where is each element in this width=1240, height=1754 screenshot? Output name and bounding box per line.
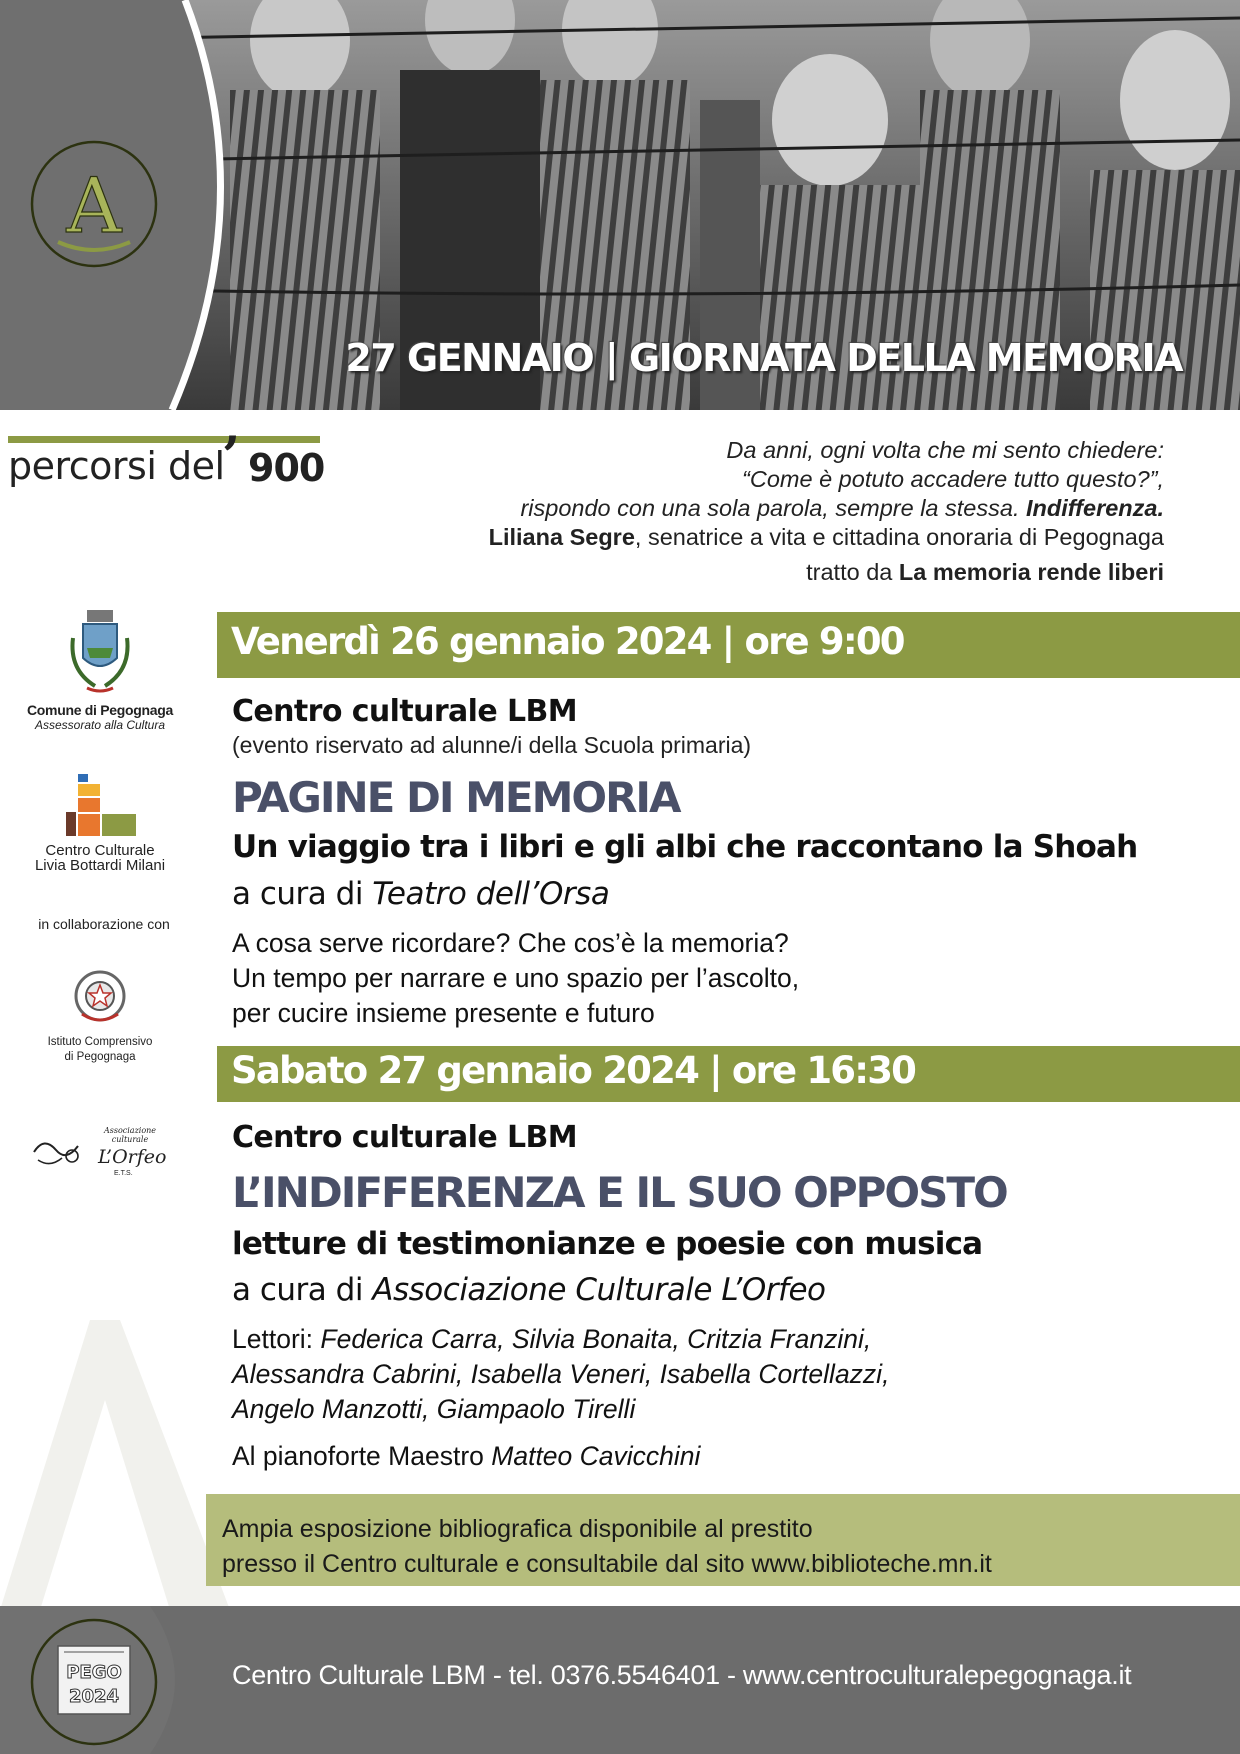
- comune-name: Comune di Pegognaga: [27, 702, 173, 718]
- event2-readers-line: Alessandra Cabrini, Isabella Veneri, Isabella Cortellazzi,: [232, 1359, 890, 1389]
- event2-readers-line: Lettori: Federica Carra, Silvia Bonaita, Critzia Franzini,: [232, 1324, 872, 1354]
- event2-readers: [232, 1322, 889, 1427]
- orfeo-ets: E.T.S.: [114, 1170, 133, 1177]
- orfeo-logo: [32, 1126, 178, 1182]
- istituto-line-2: di Pegognaga: [64, 1051, 136, 1063]
- event1-subtitle: Un viaggio tra i libri e gli albi che raccontano la Shoah: [232, 829, 1138, 865]
- quote-line-1: Da anni, ogni volta che mi sento chiedere:: [726, 437, 1164, 463]
- event2-venue: Centro culturale LBM: [232, 1120, 577, 1155]
- pego-badge-line-2: 2024: [68, 1686, 120, 1707]
- centro-culturale-logo: [20, 774, 180, 873]
- centro-line-1: Centro Culturale: [45, 842, 155, 859]
- series-logo-year: 900: [248, 446, 325, 490]
- event1-date: Venerdì 26 gennaio 2024 | ore 9:00: [231, 620, 904, 663]
- event1-description-line: per cucire insieme presente e futuro: [232, 998, 655, 1028]
- series-logo-bar: [8, 436, 320, 443]
- orfeo-line-2: culturale: [111, 1135, 149, 1144]
- pego-badge-line-1: PEGO: [66, 1662, 122, 1683]
- comune-logo: [20, 608, 180, 733]
- exhibition-line-2: presso il Centro culturale e consultabile dal sito www.biblioteche.mn.it: [222, 1550, 992, 1578]
- event1-date-band: [217, 612, 1240, 678]
- event1-description: [232, 926, 799, 1031]
- event1-description-line: A cosa serve ricordare? Che cos’è la memoria?: [232, 928, 789, 958]
- centro-blocks-icon: [60, 774, 140, 838]
- event2-title: L’INDIFFERENZA E IL SUO OPPOSTO: [232, 1168, 1007, 1217]
- footer-contact: Centro Culturale LBM - tel. 0376.5546401 - www.centroculturalepegognaga.it: [232, 1660, 1132, 1690]
- quote-source: tratto da La memoria rende liberi: [806, 559, 1164, 585]
- event2-date-band: [217, 1046, 1240, 1102]
- quote-block: [404, 436, 1164, 587]
- event2-curator: a cura di Associazione Culturale L’Orfeo: [232, 1272, 826, 1308]
- quote-line-3: rispondo con una sola parola, sempre la stessa. Indifferenza.: [520, 495, 1164, 521]
- exhibition-banner: [206, 1494, 1240, 1586]
- event1-title: PAGINE DI MEMORIA: [232, 773, 680, 822]
- event1-venue: Centro culturale LBM: [232, 694, 577, 729]
- orfeo-ornament-icon: [32, 1132, 82, 1172]
- hero-photo-banner: [0, 0, 1240, 410]
- coat-of-arms-icon: [65, 608, 135, 698]
- orfeo-name: L’Orfeo: [98, 1146, 167, 1168]
- italian-emblem-icon: [68, 966, 132, 1030]
- watermark-a-icon: [0, 1310, 230, 1610]
- page-title: 27 GENNAIO | GIORNATA DELLA MEMORIA: [345, 336, 1182, 380]
- event1-note: (evento riservato ad alunne/i della Scuola primaria): [232, 732, 752, 758]
- exhibition-text: [222, 1512, 992, 1582]
- event1-curator: a cura di Teatro dell’Orsa: [232, 876, 610, 912]
- quote-line-2: “Come è potuto accadere tutto questo?”,: [742, 466, 1164, 492]
- svg-text:A: A: [66, 161, 122, 250]
- istituto-logo: [20, 966, 180, 1065]
- event2-pianist: Al pianoforte Maestro Matteo Cavicchini: [232, 1441, 701, 1471]
- event2-readers-line: Angelo Manzotti, Giampaolo Tirelli: [232, 1394, 636, 1424]
- series-logo: [8, 426, 328, 500]
- series-logo-text: percorsi del: [8, 444, 225, 488]
- collaboration-label: in collaborazione con: [38, 916, 170, 932]
- footer-logo: [0, 1606, 200, 1754]
- centro-line-2: Livia Bottardi Milani: [34, 857, 166, 874]
- event2-date: Sabato 27 gennaio 2024 | ore 16:30: [231, 1049, 916, 1092]
- event1-description-line: Un tempo per narrare e uno spazio per l’ascolto,: [232, 963, 800, 993]
- istituto-line-1: Istituto Comprensivo: [47, 1036, 153, 1048]
- comune-dept: Assessorato alla Cultura: [34, 718, 166, 732]
- quote-author: Liliana Segre, senatrice a vita e cittadina onoraria di Pegognaga: [488, 524, 1164, 550]
- orfeo-line-1: Associazione: [103, 1126, 157, 1135]
- footer: [0, 1606, 1240, 1754]
- series-logo-apostrophe: ’: [222, 426, 241, 487]
- exhibition-line-1: Ampia esposizione bibliografica disponibile al prestito: [222, 1515, 813, 1543]
- event2-subtitle: letture di testimonianze e poesie con musica: [232, 1226, 983, 1262]
